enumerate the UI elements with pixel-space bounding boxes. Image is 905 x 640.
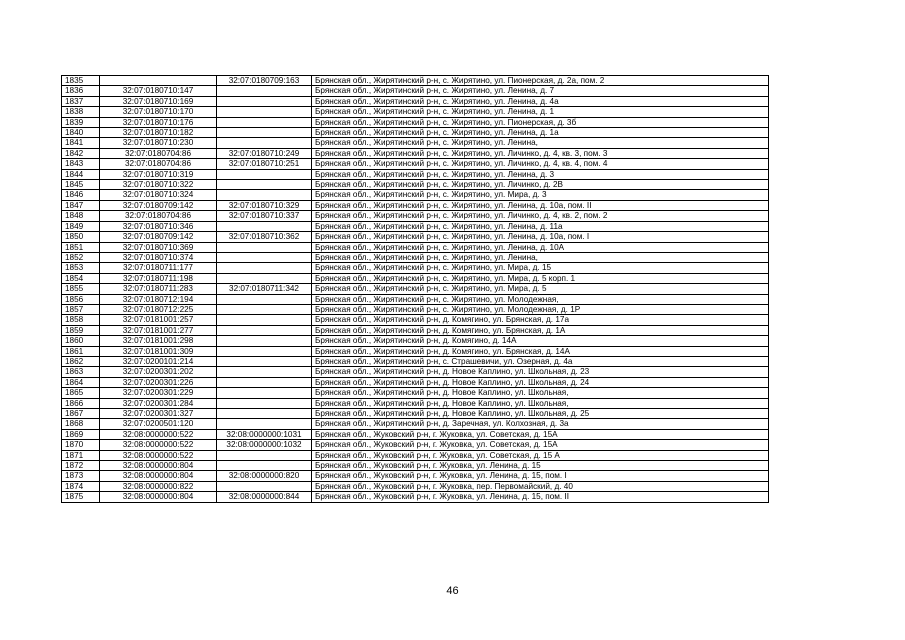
related-cadastral-number-cell	[217, 450, 312, 460]
table-row	[62, 76, 769, 86]
related-cadastral-number-cell	[217, 263, 312, 273]
address-cell: Брянская обл., Жирятинский р-н, с. Жирятино, ул. Молодежная, д. 1Р	[312, 304, 769, 314]
cadastral-number-cell: 32:08:0000000:522	[100, 429, 217, 439]
cadastral-number-cell: 32:08:0000000:522	[100, 440, 217, 450]
cadastral-number-cell: 32:07:0180704:86	[100, 159, 217, 169]
table-row	[62, 211, 769, 221]
table-row	[62, 346, 769, 356]
cadastral-number-cell: 32:07:0180709:142	[100, 200, 217, 210]
table-row	[62, 450, 769, 460]
row-number-cell: 1873	[62, 471, 100, 481]
address-cell: Брянская обл., Жирятинский р-н, с. Жирятино, ул. Ленина, д. 7	[312, 86, 769, 96]
related-cadastral-number-cell	[217, 315, 312, 325]
cadastral-number-cell	[100, 76, 217, 86]
cadastral-number-cell: 32:07:0180710:374	[100, 252, 217, 262]
related-cadastral-number-cell	[217, 128, 312, 138]
table-row	[62, 221, 769, 231]
address-cell: Брянская обл., Жирятинский р-н, д. Комягино, ул. Брянская, д. 1А	[312, 325, 769, 335]
cadastral-number-cell: 32:07:0200301:327	[100, 409, 217, 419]
row-number-cell: 1850	[62, 232, 100, 242]
related-cadastral-number-cell	[217, 304, 312, 314]
related-cadastral-number-cell: 32:07:0180710:251	[217, 159, 312, 169]
address-cell: Брянская обл., Жирятинский р-н, с. Жирятино, ул. Личинко, д. 4, кв. 2, пом. 2	[312, 211, 769, 221]
address-cell: Брянская обл., Жуковский р-н, г. Жуковка, ул. Советская, д. 15 А	[312, 450, 769, 460]
table-row	[62, 96, 769, 106]
registry-table	[61, 75, 769, 503]
cadastral-number-cell: 32:07:0180704:86	[100, 211, 217, 221]
table-row	[62, 86, 769, 96]
table-row	[62, 409, 769, 419]
cadastral-number-cell: 32:07:0180710:324	[100, 190, 217, 200]
row-number-cell: 1851	[62, 242, 100, 252]
row-number-cell: 1843	[62, 159, 100, 169]
related-cadastral-number-cell	[217, 419, 312, 429]
table-row	[62, 200, 769, 210]
row-number-cell: 1854	[62, 273, 100, 283]
address-cell: Брянская обл., Жирятинский р-н, с. Жирятино, ул. Ленина,	[312, 138, 769, 148]
table-row	[62, 294, 769, 304]
cadastral-number-cell: 32:07:0181001:277	[100, 325, 217, 335]
row-number-cell: 1836	[62, 86, 100, 96]
cadastral-number-cell: 32:07:0181001:309	[100, 346, 217, 356]
address-cell: Брянская обл., Жирятинский р-н, с. Жирятино, ул. Личинко, д. 4, кв. 3, пом. 3	[312, 148, 769, 158]
table-row	[62, 190, 769, 200]
row-number-cell: 1868	[62, 419, 100, 429]
related-cadastral-number-cell	[217, 242, 312, 252]
cadastral-number-cell: 32:07:0200301:229	[100, 388, 217, 398]
row-number-cell: 1858	[62, 315, 100, 325]
table-row	[62, 232, 769, 242]
address-cell: Брянская обл., Жирятинский р-н, с. Жирятино, ул. Мира, д. 5 корп. 1	[312, 273, 769, 283]
table-row	[62, 325, 769, 335]
cadastral-number-cell: 32:08:0000000:804	[100, 492, 217, 502]
related-cadastral-number-cell	[217, 388, 312, 398]
address-cell: Брянская обл., Жирятинский р-н, д. Новое Каплино, ул. Школьная, д. 25	[312, 409, 769, 419]
related-cadastral-number-cell	[217, 409, 312, 419]
table-row	[62, 377, 769, 387]
row-number-cell: 1857	[62, 304, 100, 314]
row-number-cell: 1859	[62, 325, 100, 335]
row-number-cell: 1867	[62, 409, 100, 419]
row-number-cell: 1848	[62, 211, 100, 221]
table-row	[62, 284, 769, 294]
row-number-cell: 1874	[62, 481, 100, 491]
address-cell: Брянская обл., Жирятинский р-н, с. Жирятино, ул. Мира, д. 5	[312, 284, 769, 294]
row-number-cell: 1870	[62, 440, 100, 450]
row-number-cell: 1862	[62, 356, 100, 366]
cadastral-number-cell: 32:07:0180710:319	[100, 169, 217, 179]
row-number-cell: 1847	[62, 200, 100, 210]
related-cadastral-number-cell	[217, 481, 312, 491]
address-cell: Брянская обл., Жирятинский р-н, д. Новое Каплино, ул. Школьная, д. 23	[312, 367, 769, 377]
address-cell: Брянская обл., Жирятинский р-н, д. Новое Каплино, ул. Школьная,	[312, 388, 769, 398]
cadastral-number-cell: 32:07:0180711:177	[100, 263, 217, 273]
table-row	[62, 419, 769, 429]
related-cadastral-number-cell: 32:08:0000000:1032	[217, 440, 312, 450]
cadastral-number-cell: 32:07:0180712:225	[100, 304, 217, 314]
related-cadastral-number-cell	[217, 377, 312, 387]
address-cell: Брянская обл., Жирятинский р-н, с. Жирятино, ул. Ленина, д. 1	[312, 107, 769, 117]
related-cadastral-number-cell	[217, 86, 312, 96]
related-cadastral-number-cell: 32:07:0180709:163	[217, 76, 312, 86]
related-cadastral-number-cell: 32:07:0180711:342	[217, 284, 312, 294]
cadastral-number-cell: 32:07:0200301:226	[100, 377, 217, 387]
table-row	[62, 148, 769, 158]
table-row	[62, 304, 769, 314]
cadastral-number-cell: 32:07:0180709:142	[100, 232, 217, 242]
cadastral-number-cell: 32:07:0180704:86	[100, 148, 217, 158]
row-number-cell: 1840	[62, 128, 100, 138]
related-cadastral-number-cell	[217, 138, 312, 148]
cadastral-number-cell: 32:08:0000000:522	[100, 450, 217, 460]
address-cell: Брянская обл., Жирятинский р-н, с. Жирятино, ул. Личинко, д. 4, кв. 4, пом. 4	[312, 159, 769, 169]
related-cadastral-number-cell	[217, 107, 312, 117]
cadastral-number-cell: 32:07:0180710:182	[100, 128, 217, 138]
table-row	[62, 461, 769, 471]
address-cell: Брянская обл., Жирятинский р-н, с. Жирятино, ул. Ленина,	[312, 252, 769, 262]
address-cell: Брянская обл., Жирятинский р-н, с. Жирятино, ул. Мира, д. 15	[312, 263, 769, 273]
table-row	[62, 138, 769, 148]
table-row	[62, 159, 769, 169]
cadastral-number-cell: 32:07:0180710:230	[100, 138, 217, 148]
related-cadastral-number-cell	[217, 346, 312, 356]
cadastral-number-cell: 32:07:0181001:298	[100, 336, 217, 346]
cadastral-number-cell: 32:08:0000000:804	[100, 471, 217, 481]
row-number-cell: 1835	[62, 76, 100, 86]
related-cadastral-number-cell	[217, 294, 312, 304]
row-number-cell: 1844	[62, 169, 100, 179]
row-number-cell: 1838	[62, 107, 100, 117]
row-number-cell: 1864	[62, 377, 100, 387]
row-number-cell: 1875	[62, 492, 100, 502]
related-cadastral-number-cell: 32:07:0180710:362	[217, 232, 312, 242]
related-cadastral-number-cell	[217, 398, 312, 408]
table-row	[62, 388, 769, 398]
table-row	[62, 481, 769, 491]
row-number-cell: 1865	[62, 388, 100, 398]
address-cell: Брянская обл., Жирятинский р-н, с. Жирятино, ул. Пионерская, д. 3б	[312, 117, 769, 127]
row-number-cell: 1866	[62, 398, 100, 408]
cadastral-number-cell: 32:08:0000000:822	[100, 481, 217, 491]
row-number-cell: 1861	[62, 346, 100, 356]
table-row	[62, 242, 769, 252]
row-number-cell: 1841	[62, 138, 100, 148]
cadastral-number-cell: 32:07:0180710:369	[100, 242, 217, 252]
related-cadastral-number-cell	[217, 169, 312, 179]
table-row	[62, 471, 769, 481]
table-row	[62, 252, 769, 262]
cadastral-number-cell: 32:07:0200501:120	[100, 419, 217, 429]
address-cell: Брянская обл., Жирятинский р-н, д. Заречная, ул. Колхозная, д. 3а	[312, 419, 769, 429]
cadastral-number-cell: 32:07:0180712:194	[100, 294, 217, 304]
table-row	[62, 398, 769, 408]
page-number: 46	[446, 585, 459, 597]
related-cadastral-number-cell	[217, 117, 312, 127]
address-cell: Брянская обл., Жирятинский р-н, с. Жирятино, ул. Ленина, д. 10а, пом. II	[312, 200, 769, 210]
cadastral-number-cell: 32:07:0180710:322	[100, 180, 217, 190]
related-cadastral-number-cell	[217, 252, 312, 262]
row-number-cell: 1846	[62, 190, 100, 200]
table-row	[62, 429, 769, 439]
row-number-cell: 1853	[62, 263, 100, 273]
row-number-cell: 1860	[62, 336, 100, 346]
address-cell: Брянская обл., Жуковский р-н, г. Жуковка, ул. Ленина, д. 15	[312, 461, 769, 471]
related-cadastral-number-cell	[217, 367, 312, 377]
address-cell: Брянская обл., Жирятинский р-н, с. Жирятино, ул. Ленина, д. 11а	[312, 221, 769, 231]
address-cell: Брянская обл., Жуковский р-н, г. Жуковка, ул. Советская, д. 15А	[312, 440, 769, 450]
cadastral-number-cell: 32:07:0180710:176	[100, 117, 217, 127]
table-row	[62, 128, 769, 138]
address-cell: Брянская обл., Жуковский р-н, г. Жуковка, ул. Ленина, д. 15, пом. I	[312, 471, 769, 481]
row-number-cell: 1845	[62, 180, 100, 190]
related-cadastral-number-cell	[217, 221, 312, 231]
row-number-cell: 1849	[62, 221, 100, 231]
registry-table-body	[62, 76, 769, 503]
related-cadastral-number-cell	[217, 96, 312, 106]
related-cadastral-number-cell	[217, 356, 312, 366]
table-row	[62, 315, 769, 325]
address-cell: Брянская обл., Жирятинский р-н, с. Жирятино, ул. Ленина, д. 10а, пом. I	[312, 232, 769, 242]
row-number-cell: 1863	[62, 367, 100, 377]
row-number-cell: 1872	[62, 461, 100, 471]
related-cadastral-number-cell	[217, 325, 312, 335]
table-row	[62, 117, 769, 127]
table-row	[62, 440, 769, 450]
table-row	[62, 367, 769, 377]
related-cadastral-number-cell: 32:08:0000000:1031	[217, 429, 312, 439]
row-number-cell: 1856	[62, 294, 100, 304]
related-cadastral-number-cell: 32:07:0180710:329	[217, 200, 312, 210]
address-cell: Брянская обл., Жирятинский р-н, с. Страшевичи, ул. Озерная, д. 4а	[312, 356, 769, 366]
row-number-cell: 1869	[62, 429, 100, 439]
row-number-cell: 1871	[62, 450, 100, 460]
related-cadastral-number-cell	[217, 190, 312, 200]
cadastral-number-cell: 32:07:0180710:346	[100, 221, 217, 231]
address-cell: Брянская обл., Жирятинский р-н, д. Комягино, д. 14А	[312, 336, 769, 346]
address-cell: Брянская обл., Жуковский р-н, г. Жуковка, ул. Советская, д. 15А	[312, 429, 769, 439]
address-cell: Брянская обл., Жирятинский р-н, с. Жирятино, ул. Мира, д. 3	[312, 190, 769, 200]
row-number-cell: 1842	[62, 148, 100, 158]
address-cell: Брянская обл., Жуковский р-н, г. Жуковка, ул. Ленина, д. 15, пом. II	[312, 492, 769, 502]
related-cadastral-number-cell: 32:08:0000000:844	[217, 492, 312, 502]
address-cell: Брянская обл., Жуковский р-н, г. Жуковка, пер. Первомайский, д. 40	[312, 481, 769, 491]
cadastral-number-cell: 32:07:0200301:284	[100, 398, 217, 408]
table-row	[62, 263, 769, 273]
table-row	[62, 492, 769, 502]
address-cell: Брянская обл., Жирятинский р-н, д. Комягино, ул. Брянская, д. 17а	[312, 315, 769, 325]
address-cell: Брянская обл., Жирятинский р-н, д. Новое Каплино, ул. Школьная, д. 24	[312, 377, 769, 387]
table-row	[62, 336, 769, 346]
row-number-cell: 1855	[62, 284, 100, 294]
row-number-cell: 1839	[62, 117, 100, 127]
address-cell: Брянская обл., Жирятинский р-н, с. Жирятино, ул. Молодежная,	[312, 294, 769, 304]
row-number-cell: 1852	[62, 252, 100, 262]
address-cell: Брянская обл., Жирятинский р-н, с. Жирятино, ул. Ленина, д. 10А	[312, 242, 769, 252]
table-row	[62, 273, 769, 283]
cadastral-number-cell: 32:07:0180710:169	[100, 96, 217, 106]
address-cell: Брянская обл., Жирятинский р-н, с. Жирятино, ул. Пионерская, д. 2а, пом. 2	[312, 76, 769, 86]
related-cadastral-number-cell	[217, 273, 312, 283]
cadastral-number-cell: 32:07:0200301:202	[100, 367, 217, 377]
cadastral-number-cell: 32:07:0181001:257	[100, 315, 217, 325]
address-cell: Брянская обл., Жирятинский р-н, с. Жирятино, ул. Личинко, д. 2В	[312, 180, 769, 190]
related-cadastral-number-cell	[217, 180, 312, 190]
address-cell: Брянская обл., Жирятинский р-н, с. Жирятино, ул. Ленина, д. 4а	[312, 96, 769, 106]
address-cell: Брянская обл., Жирятинский р-н, д. Новое Каплино, ул. Школьная,	[312, 398, 769, 408]
row-number-cell: 1837	[62, 96, 100, 106]
address-cell: Брянская обл., Жирятинский р-н, с. Жирятино, ул. Ленина, д. 3	[312, 169, 769, 179]
table-row	[62, 107, 769, 117]
related-cadastral-number-cell: 32:07:0180710:249	[217, 148, 312, 158]
related-cadastral-number-cell: 32:08:0000000:820	[217, 471, 312, 481]
cadastral-number-cell: 32:07:0180710:147	[100, 86, 217, 96]
cadastral-number-cell: 32:08:0000000:804	[100, 461, 217, 471]
cadastral-number-cell: 32:07:0180710:170	[100, 107, 217, 117]
related-cadastral-number-cell	[217, 336, 312, 346]
table-row	[62, 180, 769, 190]
related-cadastral-number-cell: 32:07:0180710:337	[217, 211, 312, 221]
address-cell: Брянская обл., Жирятинский р-н, д. Комягино, ул. Брянская, д. 14А	[312, 346, 769, 356]
cadastral-number-cell: 32:07:0180711:198	[100, 273, 217, 283]
table-row	[62, 356, 769, 366]
table-row	[62, 169, 769, 179]
related-cadastral-number-cell	[217, 461, 312, 471]
cadastral-number-cell: 32:07:0180711:283	[100, 284, 217, 294]
address-cell: Брянская обл., Жирятинский р-н, с. Жирятино, ул. Ленина, д. 1а	[312, 128, 769, 138]
cadastral-number-cell: 32:07:0200101:214	[100, 356, 217, 366]
